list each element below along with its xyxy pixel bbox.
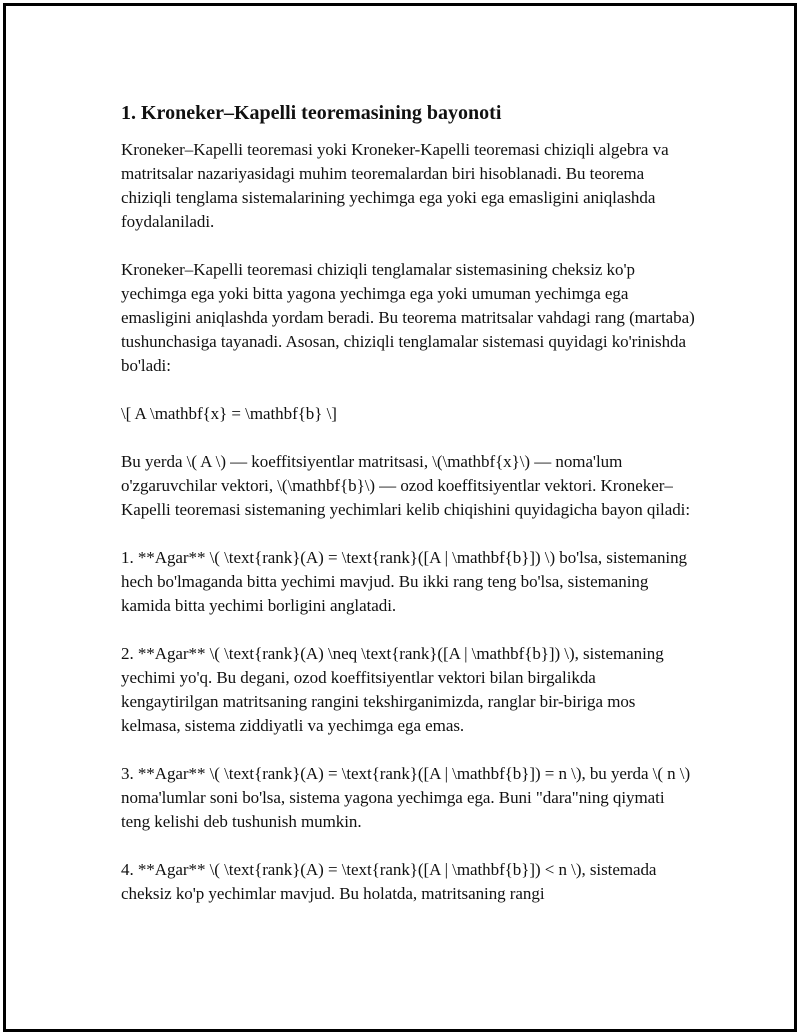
page-frame bbox=[3, 3, 797, 1032]
paragraph-equation: \[ A \mathbf{x} = \mathbf{b} \] bbox=[121, 404, 337, 423]
paragraph-intro: Kroneker–Kapelli teoremasi yoki Kroneker-Kapelli teoremasi chiziqli algebra va matritsalar nazariyasidagi muhim teoremalardan biri hisoblanadi. Bu teorema chiziqli tenglama sistemalarining yechimga ega yoki ega emasligini aniqlashda foydalaniladi. bbox=[121, 140, 669, 231]
document-body bbox=[121, 100, 696, 930]
paragraph-definitions: Bu yerda \( A \) — koeffitsiyentlar matritsasi, \(\mathbf{x}\) — noma'lum o'zgaruvchilar vektori, \(\mathbf{b}\) — ozod koeffitsiyentlar vektori. Kroneker–Kapelli teoremasi sistemaning yechimlari kelib chiqishini quyidagicha bayon qiladi: bbox=[121, 452, 690, 519]
paragraph-case-3: 3. **Agar** \( \text{rank}(A) = \text{rank}([A | \mathbf{b}]) = n \), bu yerda \( n \) noma'lumlar soni bo'lsa, sistema yagona yechimga ega. Buni "dara"ning qiymati teng kelishi deb tushunish mumkin. bbox=[121, 764, 691, 831]
paragraph-case-1: 1. **Agar** \( \text{rank}(A) = \text{rank}([A | \mathbf{b}]) \) bo'lsa, sistemaning hech bo'lmaganda bitta yechimi mavjud. Bu ikki rang teng bo'lsa, sistemaning kamida bitta yechimi borligini anglatadi. bbox=[121, 548, 687, 615]
paragraph-case-4: 4. **Agar** \( \text{rank}(A) = \text{rank}([A | \mathbf{b}]) < n \), sistemada cheksiz ko'p yechimlar mavjud. Bu holatda, matritsaning rangi bbox=[121, 860, 657, 903]
section-heading: 1. Kroneker–Kapelli teoremasining bayonoti bbox=[121, 102, 502, 124]
paragraph-overview: Kroneker–Kapelli teoremasi chiziqli tenglamalar sistemasining cheksiz ko'p yechimga ega yoki bitta yagona yechimga ega yoki umuman yechimga ega emasligini aniqlashda yordam beradi. Bu teorema matritsalar vahdagi rang (martaba) tushunchasiga tayanadi. Asosan, chiziqli tenglamalar sistemasi quyidagi ko'rinishda bo'ladi: bbox=[121, 260, 695, 375]
paragraph-case-2: 2. **Agar** \( \text{rank}(A) \neq \text{rank}([A | \mathbf{b}]) \), sistemaning yechimi yo'q. Bu degani, ozod koeffitsiyentlar vektori bilan birgalikda kengaytirilgan matritsaning rangini tekshirganimizda, ranglar bir-biriga mos kelmasa, sistema ziddiyatli va yechimga ega emas. bbox=[121, 644, 664, 735]
